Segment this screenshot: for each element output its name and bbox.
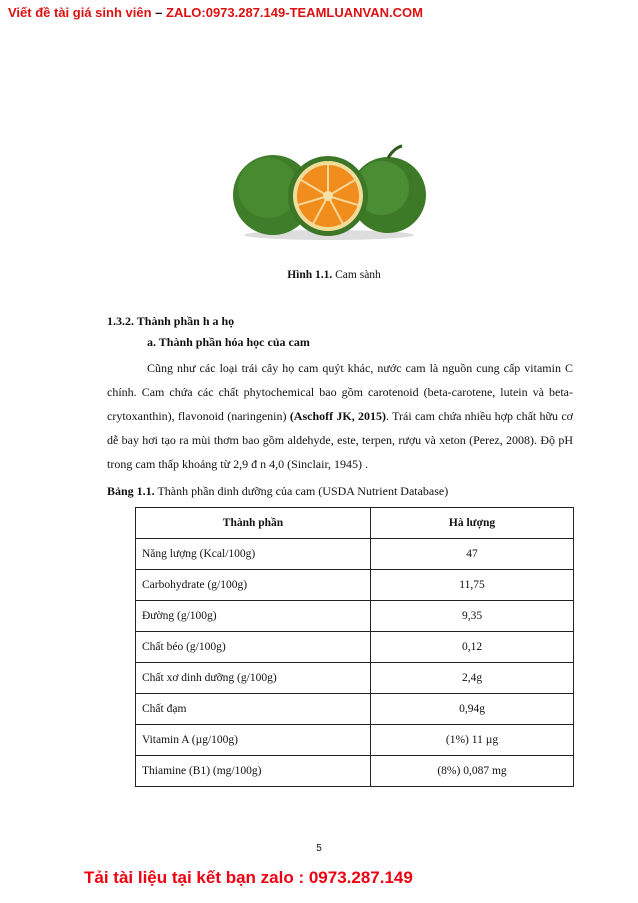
banner-dash: –	[151, 5, 166, 20]
table-cell-name: Vitamin A (µg/100g)	[136, 725, 371, 756]
table-cell-value: (1%) 11 µg	[371, 725, 574, 756]
table-row	[136, 632, 574, 663]
orange-illustration	[228, 140, 430, 240]
table-cell-name: Chất béo (g/100g)	[136, 632, 371, 663]
table-row	[136, 570, 574, 601]
body-paragraph	[107, 356, 573, 476]
figure-caption	[0, 269, 638, 281]
table-header-content: Hà lượng	[371, 508, 574, 539]
table-caption-text: Thành phần dinh dưỡng của cam (USDA Nutrient Database)	[154, 484, 449, 498]
page-number: 5	[316, 843, 322, 854]
table-cell-value: (8%) 0,087 mg	[371, 756, 574, 787]
table-cell-value: 0,12	[371, 632, 574, 663]
table-cell-value: 9,35	[371, 601, 574, 632]
paragraph-text-2: . Trái cam chứa nhiều hợp chất hữu cơ dễ bay hơi tạo ra mùi thơm bao gồm aldehyde, este, terpen, rượu và xeton (Perez, 2008). Độ pH trong cam thấp khoảng từ 2,9 đ n 4,0 (Sinclair, 1945) .	[107, 409, 573, 471]
banner-text-2: ZALO:0973.287.149-TEAMLUANVAN.COM	[166, 5, 423, 20]
table-caption	[107, 484, 448, 499]
figure-caption-label: Hình 1.1.	[287, 269, 333, 281]
table-row	[136, 694, 574, 725]
nutrition-table	[135, 507, 574, 787]
table-row	[136, 601, 574, 632]
table-row	[136, 539, 574, 570]
banner-text-1: Viết đề tài giá sinh viên	[8, 5, 152, 20]
top-promo-banner	[8, 5, 423, 20]
table-row	[136, 663, 574, 694]
table-cell-value: 2,4g	[371, 663, 574, 694]
paragraph-citation: (Aschoff JK, 2015)	[289, 409, 387, 423]
table-row	[136, 725, 574, 756]
table-header-component: Thành phần	[136, 508, 371, 539]
table-cell-name: Chất xơ dinh dưỡng (g/100g)	[136, 663, 371, 694]
bottom-promo-banner: Tải tài liệu tại kết bạn zalo : 0973.287.149	[84, 868, 413, 887]
orange-figure-image	[228, 140, 430, 240]
table-cell-name: Thiamine (B1) (mg/100g)	[136, 756, 371, 787]
table-cell-name: Đường (g/100g)	[136, 601, 371, 632]
table-cell-name: Chất đạm	[136, 694, 371, 725]
subsection-heading: a. Thành phần hóa học của cam	[147, 335, 310, 349]
table-cell-value: 0,94g	[371, 694, 574, 725]
table-cell-value: 47	[371, 539, 574, 570]
table-header-row	[136, 508, 574, 539]
paragraph-text-1: Cũng như các loại trái cây họ cam quýt khác, nước cam là nguồn cung cấp vitamin C chính. Cam chứa các chất phytochemical bao gồm carotenoid (beta-carotene, lutein và beta-crytoxanthin), flavonoid (naringenin)	[107, 361, 573, 423]
table-cell-value: 11,75	[371, 570, 574, 601]
figure-caption-text: Cam sành	[332, 269, 381, 281]
section-heading: 1.3.2. Thành phần h a họ	[107, 314, 235, 328]
table-caption-label: Bảng 1.1.	[107, 484, 155, 498]
table-row	[136, 756, 574, 787]
table-cell-name: Carbohydrate (g/100g)	[136, 570, 371, 601]
table-cell-name: Năng lượng (Kcal/100g)	[136, 539, 371, 570]
